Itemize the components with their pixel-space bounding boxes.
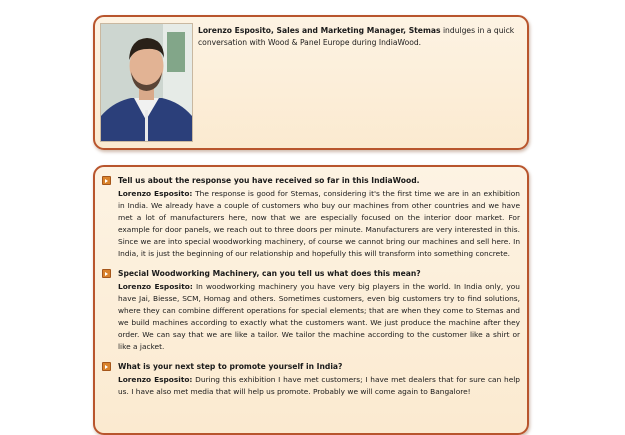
answer [118, 281, 520, 353]
answer-text: During this exhibition I have met customers; I have met dealers that for sure can help us. I have also met media that will help us promote. Probably we will come again to Bangalore! [118, 375, 520, 396]
answer-text: In woodworking machinery you have very big players in the world. In India only, you have Jai, Biesse, SCM, Homag and others. Sometimes customers, even big customers try to find solutions, where they can combine different operations for special elements; that are when they come to Stemas and we build machines according to exactly what the customers want. We just produce the machine after they order. We can say that we are like a tailor. We tailor the machine according to the customer like a shirt or like a jacket. [118, 282, 520, 351]
intro-description: indulges in a quick conversation with Wood & Panel Europe during IndiaWood. [198, 26, 515, 47]
question: Special Woodworking Machinery, can you tell us what does this mean? [118, 269, 421, 278]
arrow-bullet-icon [102, 269, 111, 278]
portrait-image [101, 24, 192, 141]
answer-text: The response is good for Stemas, considering it's the first time we are in an exhibition in India. We already have a couple of customers who buy our machines from other countries and we have met a lot of manufacturers here, now that we are especially focused on the interior door market. For example for door panels, we reach out to three doors per minute. Manufacturers are very interested in this. Since we are into special woodworking machinery, of course we cannot bring our machines and sell here. In India, it is just the beginning of our relationship and hopefully this will transform into something concrete. [118, 189, 520, 258]
answer-speaker: Lorenzo Esposito: [118, 189, 193, 198]
intro-person: Lorenzo Esposito, Sales and Marketing Manager, Stemas [198, 26, 441, 35]
answer-speaker: Lorenzo Esposito: [118, 375, 193, 384]
qa-item [100, 175, 520, 260]
intro-card [93, 15, 529, 150]
arrow-bullet-icon [102, 176, 111, 185]
question: Tell us about the response you have received so far in this IndiaWood. [118, 176, 420, 185]
qa-list [100, 175, 520, 406]
answer [118, 374, 520, 398]
arrow-bullet-icon [102, 362, 111, 371]
qa-item [100, 361, 520, 398]
qa-item [100, 268, 520, 353]
portrait-photo [100, 23, 193, 142]
answer-speaker: Lorenzo Esposito: [118, 282, 193, 291]
answer [118, 188, 520, 260]
intro-text [198, 25, 518, 49]
question: What is your next step to promote yourself in India? [118, 362, 343, 371]
interview-card [93, 165, 529, 435]
